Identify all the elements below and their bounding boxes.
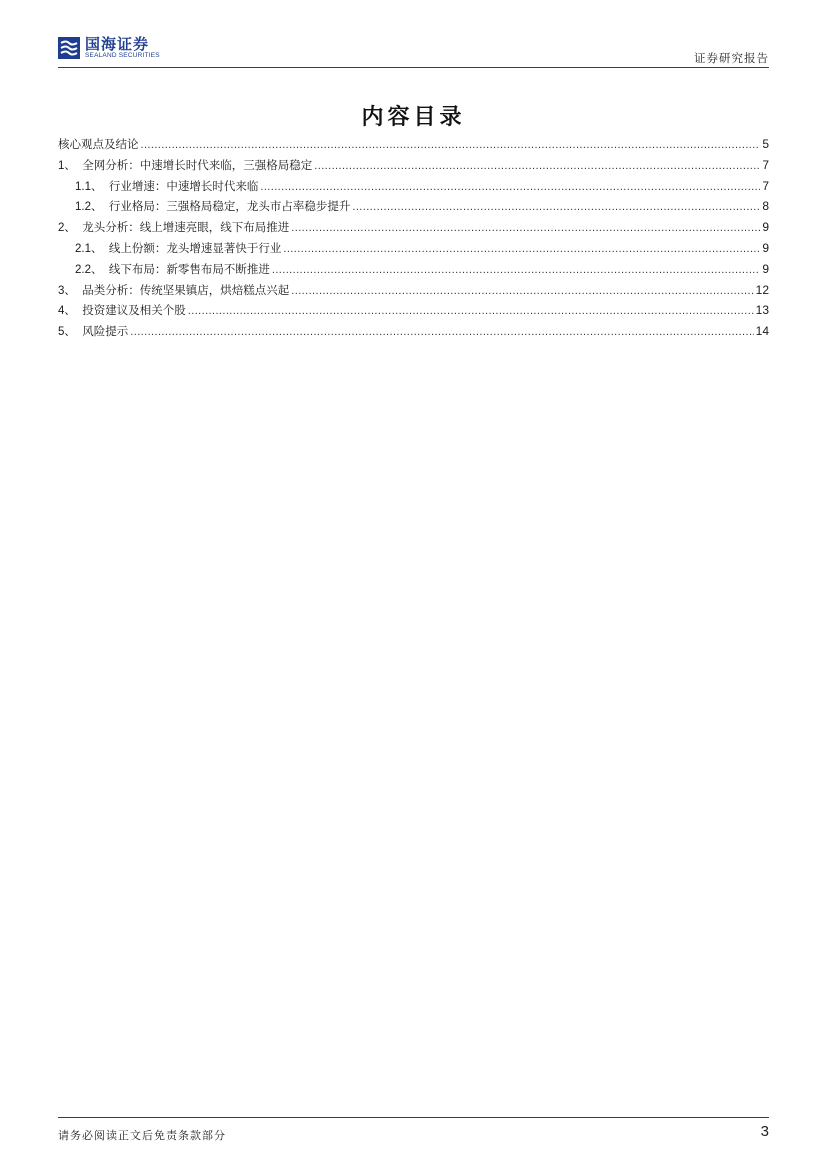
page-header <box>58 36 769 66</box>
toc-entry-title: 线上份额：龙头增速显著快于行业 <box>108 240 282 255</box>
header-divider <box>58 67 769 68</box>
toc-entry-title: 线下布局：新零售布局不断推进 <box>108 261 270 276</box>
toc-entry-number: 1.2、 <box>75 201 109 214</box>
toc-entry[interactable] <box>58 282 769 303</box>
toc-entry-title: 品类分析：传统坚果镇店，烘焙糕点兴起 <box>82 282 290 297</box>
toc-entry-title: 核心观点及结论 <box>58 137 139 151</box>
toc-entry-number: 2.2、 <box>75 263 109 276</box>
toc-dot-leader <box>283 243 760 255</box>
toc-entry-number: 2、 <box>58 222 83 235</box>
toc-subentry[interactable] <box>58 198 769 219</box>
page-title: 内容目录 <box>361 105 466 130</box>
toc-dot-leader <box>260 181 760 193</box>
report-type-label: 证券研究报告 <box>694 51 769 65</box>
toc-subentry[interactable] <box>58 178 769 199</box>
toc-entry-page: 13 <box>755 303 769 318</box>
toc-entry-number: 5、 <box>58 326 83 339</box>
toc-dot-leader <box>291 222 760 234</box>
toc-entry-page: 14 <box>755 324 769 339</box>
disclaimer-note: 请务必阅读正文后免责条款部分 <box>58 1129 226 1142</box>
toc-dot-leader <box>291 285 753 297</box>
toc-entry-title: 投资建议及相关个股 <box>82 303 186 318</box>
toc-entry-number: 1.1、 <box>75 180 109 193</box>
toc-entry-page: 5 <box>762 137 769 151</box>
toc-dot-leader <box>352 201 760 213</box>
toc-entry-title: 行业格局：三强格局稳定，龙头市占率稳步提升 <box>108 199 351 214</box>
toc-entry[interactable] <box>58 302 769 323</box>
toc-entry-title: 全网分析：中速增长时代来临，三强格局稳定 <box>82 157 313 172</box>
toc-entry-page: 9 <box>762 220 769 235</box>
logo-chinese-name: 国海证券 <box>85 35 150 53</box>
toc-entry-title: 行业增速：中速增长时代来临 <box>108 178 259 193</box>
toc-dot-leader <box>272 264 760 276</box>
footer-divider <box>58 1117 769 1118</box>
toc-entry-number: 3、 <box>58 284 83 297</box>
company-logo <box>58 36 160 60</box>
toc-entry-page: 9 <box>762 261 769 276</box>
page-number: 3 <box>760 1123 769 1140</box>
toc-dot-leader <box>188 305 754 317</box>
toc-entry[interactable] <box>58 157 769 178</box>
toc-entry[interactable] <box>58 219 769 240</box>
toc-entry-title: 龙头分析：线上增速亮眼，线下布局推进 <box>82 220 290 235</box>
toc-dot-leader <box>141 139 761 151</box>
logo-english-name: SEALAND SECURITIES <box>85 52 160 59</box>
toc-subentry[interactable] <box>58 261 769 282</box>
table-of-contents <box>58 136 769 344</box>
toc-entry-page: 7 <box>762 178 769 193</box>
toc-entry-page: 9 <box>762 240 769 255</box>
toc-entry-page: 8 <box>762 199 769 214</box>
toc-entry-title: 风险提示 <box>82 324 129 339</box>
toc-entry-number: 1、 <box>58 159 83 172</box>
toc-entry[interactable] <box>58 136 769 157</box>
toc-dot-leader <box>130 326 753 338</box>
toc-entry[interactable] <box>58 323 769 344</box>
sealand-logo-icon <box>58 37 80 59</box>
toc-dot-leader <box>314 160 760 172</box>
toc-entry-page: 12 <box>755 282 769 297</box>
toc-entry-number: 2.1、 <box>75 242 109 255</box>
toc-entry-number: 4、 <box>58 305 83 318</box>
toc-entry-page: 7 <box>762 157 769 172</box>
toc-subentry[interactable] <box>58 240 769 261</box>
